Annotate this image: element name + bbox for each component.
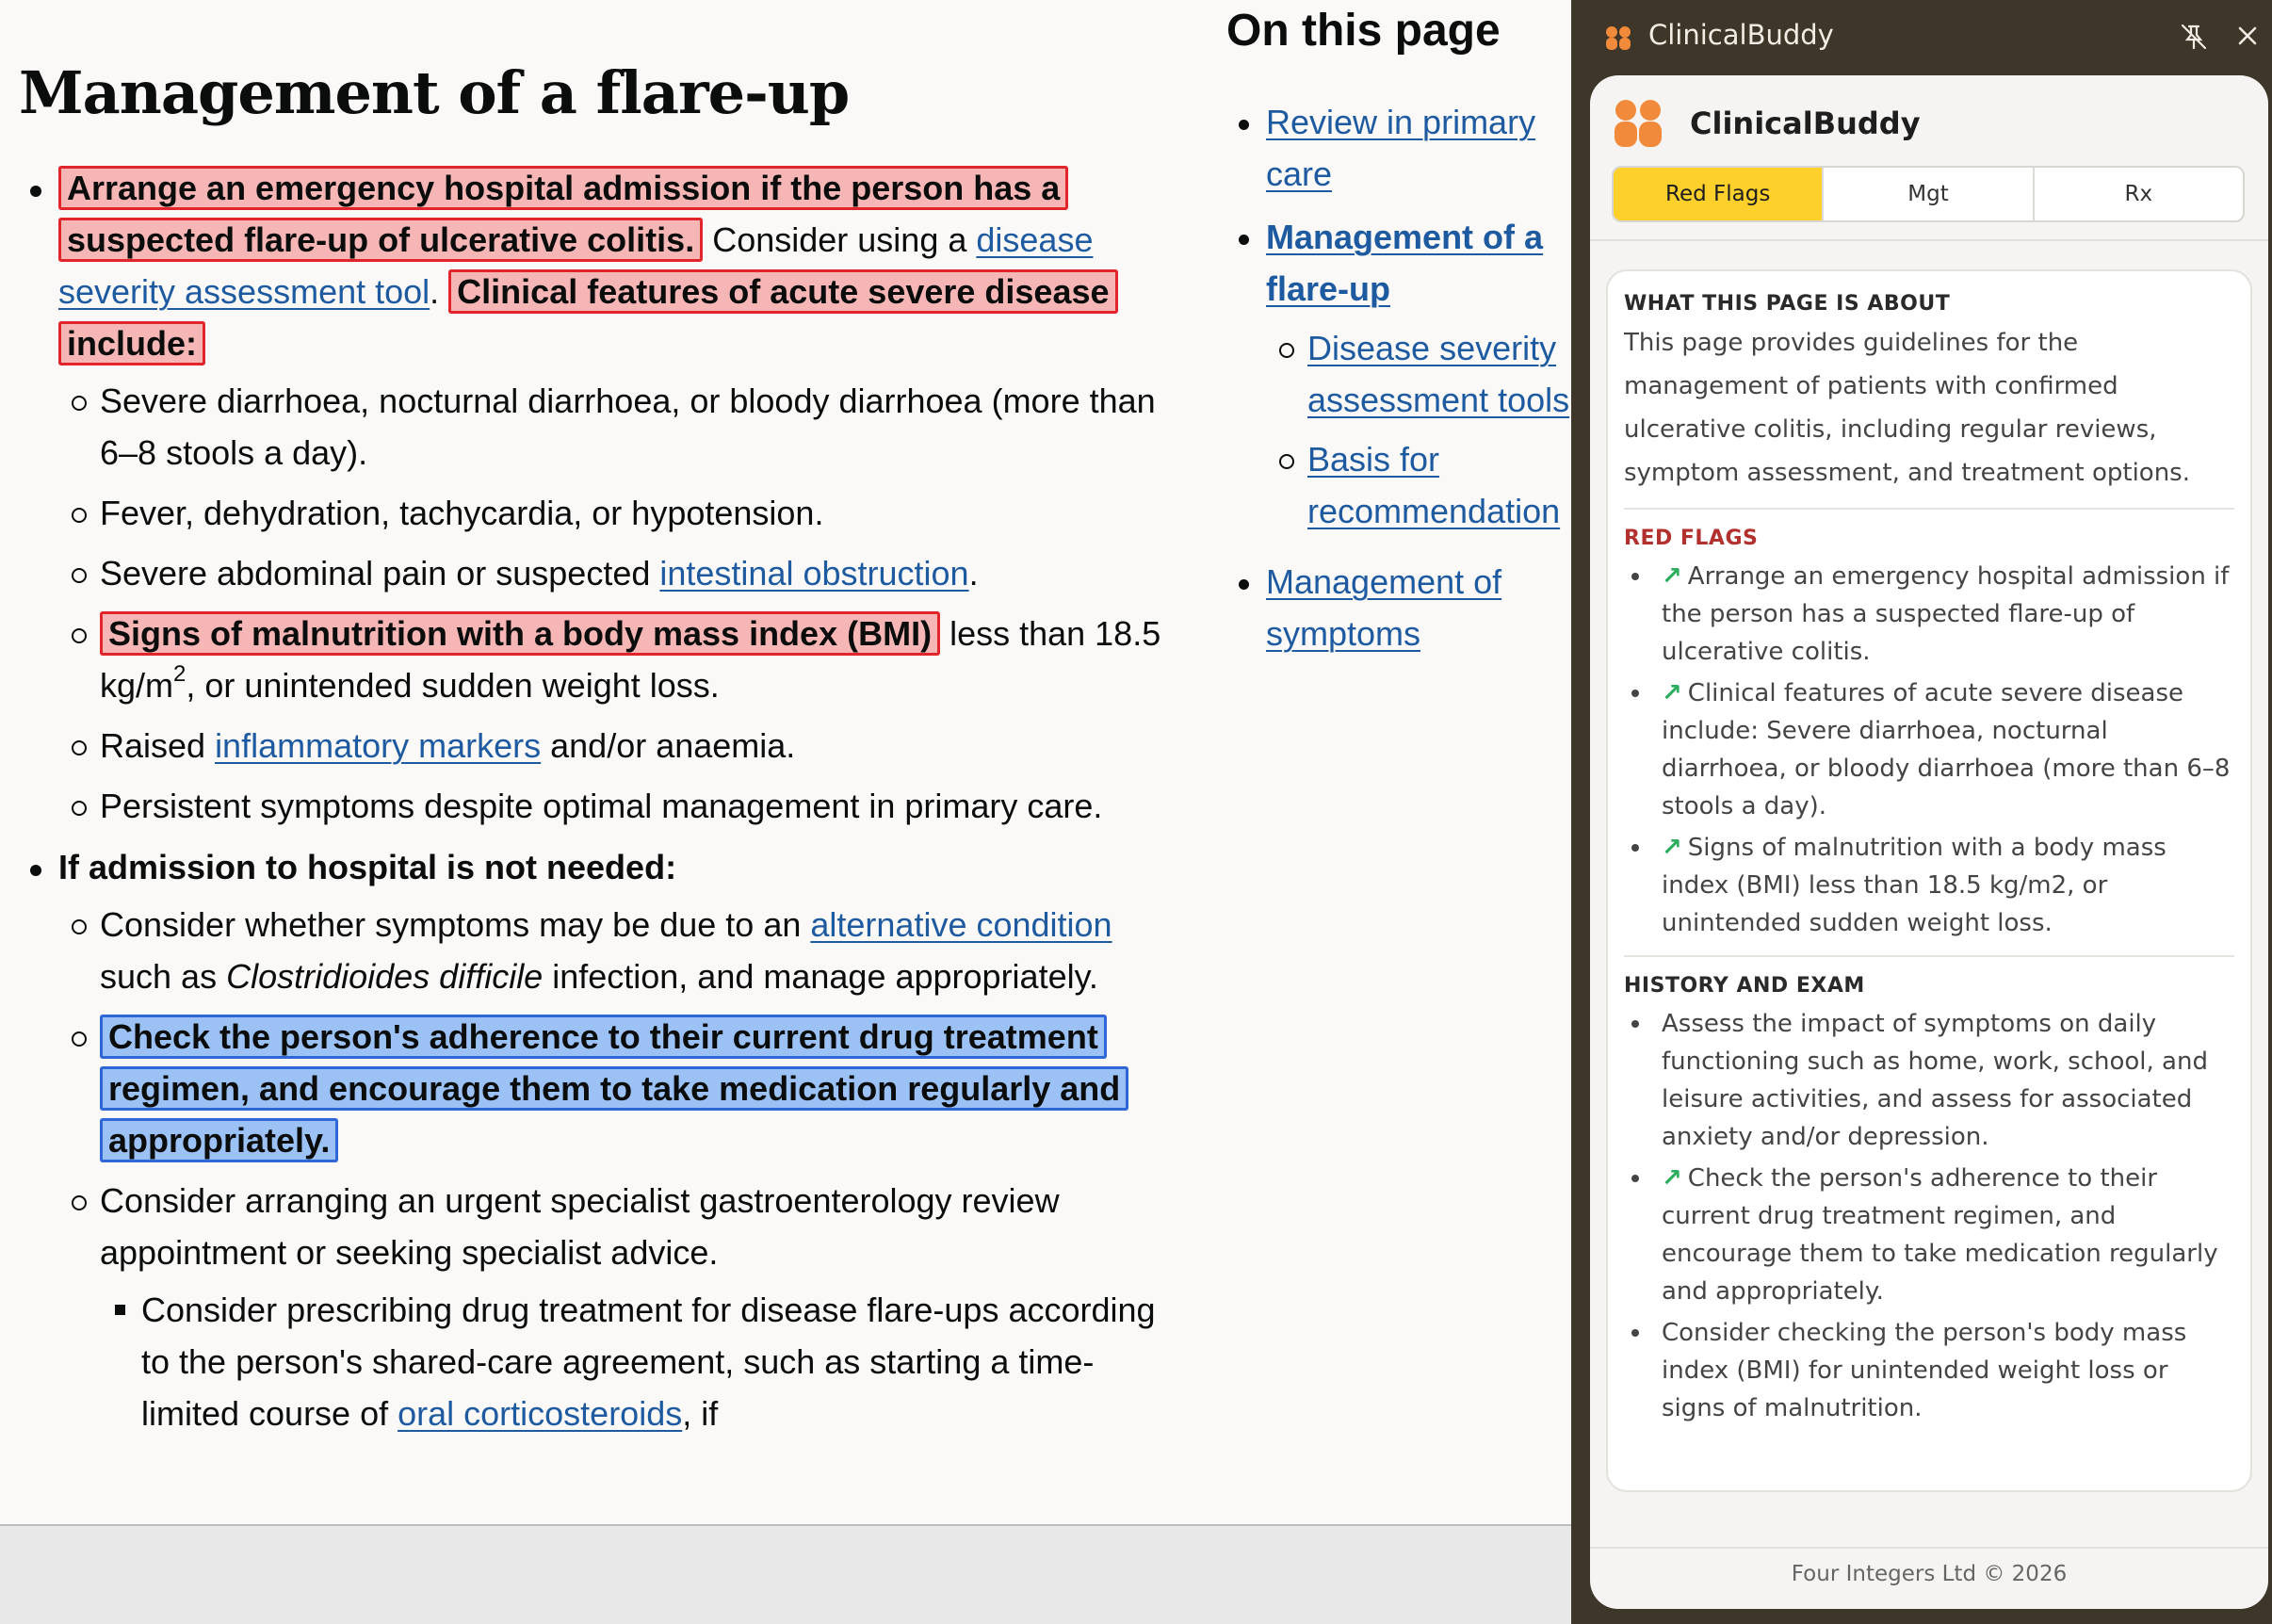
list-item <box>58 1175 1177 1439</box>
list-item-text: Consider whether symptoms may be due to an <box>100 905 811 944</box>
otp-item <box>1225 556 1571 659</box>
list-item <box>58 608 1177 711</box>
arrow-up-right-icon: ↗ <box>1662 1164 1682 1193</box>
italic-text: Clostridioides difficile <box>226 957 544 996</box>
red-flag-item[interactable] <box>1624 674 2234 825</box>
list-item-text: Consider arranging an urgent specialist gastroenterology review appointment or seeking specialist advice. <box>100 1181 1060 1272</box>
list-item <box>100 1284 1177 1439</box>
highlight-red[interactable]: Clinical features of acute severe disease include: <box>58 269 1118 365</box>
otp-link-review[interactable]: Review in primary care <box>1266 103 1536 193</box>
list-item <box>58 487 1177 539</box>
list-item <box>58 547 1177 599</box>
list-item-text: Consider prescribing drug treatment for disease flare-ups according to the person's shared-care agreement, such as starting a time-limited course of <box>141 1291 1156 1433</box>
summary-card <box>1606 269 2252 1492</box>
list-heading: If admission to hospital is not needed: <box>58 848 677 886</box>
unpin-icon[interactable] <box>2178 21 2210 53</box>
panel-footer: Four Integers Ltd © 2026 <box>1791 1562 2068 1586</box>
arrow-up-right-icon: ↗ <box>1662 679 1682 707</box>
red-flag-item[interactable] <box>1624 829 2234 942</box>
list-item-text: Fever, dehydration, tachycardia, or hypotension. <box>100 494 824 532</box>
list-item-not-needed <box>19 841 1177 1439</box>
red-flag-item[interactable] <box>1624 558 2234 671</box>
panel-tabs <box>1612 166 2245 222</box>
list-item <box>58 375 1177 479</box>
otp-link-symptoms[interactable]: Management of symptoms <box>1266 562 1502 653</box>
otp-item <box>1225 96 1571 200</box>
history-item[interactable] <box>1624 1160 2234 1310</box>
link-oral-corticosteroids[interactable]: oral corticosteroids <box>398 1394 683 1433</box>
section-heading-red-flags: RED FLAGS <box>1624 527 1759 550</box>
red-flag-text: Arrange an emergency hospital admission if the person has a suspected flare-up of ulcerative colitis. <box>1662 562 2230 666</box>
list-item-text: Severe abdominal pain or suspected <box>100 554 660 593</box>
list-item-text: Severe diarrhoea, nocturnal diarrhoea, or bloody diarrhoea (more than 6–8 stools a day). <box>100 382 1156 472</box>
app-name: ClinicalBuddy <box>1690 106 1921 141</box>
tab-rx[interactable]: Rx <box>2124 182 2153 206</box>
acute-severe-features-list <box>58 375 1177 832</box>
history-item <box>1624 1005 2234 1156</box>
red-flags-list <box>1624 558 2234 942</box>
history-text: Assess the impact of symptoms on daily functioning such as home, work, school, and leisure activities, and assess for associated anxiety and/or depression. <box>1662 1010 2208 1151</box>
list-item <box>58 720 1177 771</box>
list-item-text: such as <box>100 957 227 996</box>
close-icon[interactable] <box>2231 19 2264 53</box>
list-item-text: . <box>968 554 979 593</box>
list-item <box>58 780 1177 832</box>
list-item-text: , or unintended sudden weight loss. <box>186 666 720 705</box>
clinicalbuddy-logo-icon <box>1613 98 1663 149</box>
otp-subitem <box>1266 322 1571 426</box>
link-disease-severity-tool[interactable]: disease severity assessment tool <box>58 220 1094 311</box>
highlight-red[interactable]: Arrange an emergency hospital admission if the person has a suspected flare-up of ulcerative colitis. <box>58 166 1068 262</box>
on-this-page-nav <box>1225 2 1571 671</box>
body-text: Consider using a <box>703 220 977 259</box>
list-item-text: Persistent symptoms despite optimal management in primary care. <box>100 787 1103 825</box>
arrow-up-right-icon: ↗ <box>1662 562 1682 591</box>
list-item-admission <box>19 162 1177 832</box>
clinicalbuddy-panel <box>1590 75 2268 1609</box>
history-text: Check the person's adherence to their current drug treatment regimen, and encourage them to take medication regularly and appropriately. <box>1662 1164 2218 1306</box>
link-alternative-condition[interactable]: alternative condition <box>810 905 1112 944</box>
clinicalbuddy-logo-icon <box>1605 25 1631 52</box>
history-item <box>1624 1314 2234 1427</box>
superscript: 2 <box>173 661 187 687</box>
window-titlebar[interactable] <box>1571 0 2272 75</box>
list-item <box>58 1011 1177 1166</box>
red-flag-text: Signs of malnutrition with a body mass index (BMI) less than 18.5 kg/m2, or unintended sudden weight loss. <box>1662 834 2167 937</box>
section-heading-about: WHAT THIS PAGE IS ABOUT <box>1624 292 1951 316</box>
link-inflammatory-markers[interactable]: inflammatory markers <box>215 726 542 765</box>
divider <box>1590 1547 2268 1549</box>
on-this-page-list <box>1225 96 1571 659</box>
otp-link-flare-up[interactable]: Management of a flare-up <box>1266 218 1544 308</box>
tab-red-flags[interactable]: Red Flags <box>1614 168 1824 220</box>
section-heading-history: HISTORY AND EXAM <box>1624 974 1865 998</box>
history-list <box>1624 1005 2234 1427</box>
about-text: This page provides guidelines for the management of patients with confirmed ulcerative colitis, including regular reviews, symptom assessment, and treatment options. <box>1624 329 2190 487</box>
page-content <box>19 162 1177 1449</box>
otp-link-severity-tools[interactable]: Disease severity assessment tools <box>1307 329 1570 419</box>
otp-subitem <box>1266 433 1571 537</box>
flare-up-list <box>19 162 1177 1439</box>
tab-mgt[interactable]: Mgt <box>1824 168 2034 220</box>
on-this-page-title: On this page <box>1226 6 1501 56</box>
divider <box>1624 955 2234 957</box>
body-text: . <box>430 272 449 311</box>
history-text: Consider checking the person's body mass index (BMI) for unintended weight loss or signs of malnutrition. <box>1662 1319 2187 1422</box>
nested-list <box>100 1284 1177 1439</box>
divider <box>1624 508 2234 510</box>
not-needed-list <box>58 899 1177 1439</box>
arrow-up-right-icon: ↗ <box>1662 834 1682 862</box>
list-item <box>58 899 1177 1002</box>
red-flag-text: Clinical features of acute severe disease include: Severe diarrhoea, nocturnal diarrhoea, or bloody diarrhoea (more than 6–8 stools a day). <box>1662 679 2231 820</box>
list-item-text: less than 18.5 kg/m <box>100 614 1161 705</box>
window-title: ClinicalBuddy <box>1648 19 1834 51</box>
page-title: Management of a flare-up <box>19 58 850 127</box>
otp-sublist <box>1266 322 1571 537</box>
list-item-text: and/or anaemia. <box>541 726 796 765</box>
otp-item <box>1225 211 1571 537</box>
highlight-red[interactable]: Signs of malnutrition with a body mass index (BMI) <box>100 611 940 656</box>
link-intestinal-obstruction[interactable]: intestinal obstruction <box>659 554 969 593</box>
divider <box>1590 239 2268 241</box>
highlight-blue[interactable]: Check the person's adherence to their current drug treatment regimen, and encourage them to take medication regularly and appropriately. <box>100 1015 1128 1162</box>
otp-link-basis[interactable]: Basis for recommendation <box>1307 440 1561 530</box>
list-item-text: infection, and manage appropriately. <box>543 957 1098 996</box>
list-item-text: , if <box>682 1394 719 1433</box>
list-item-text: Raised <box>100 726 216 765</box>
